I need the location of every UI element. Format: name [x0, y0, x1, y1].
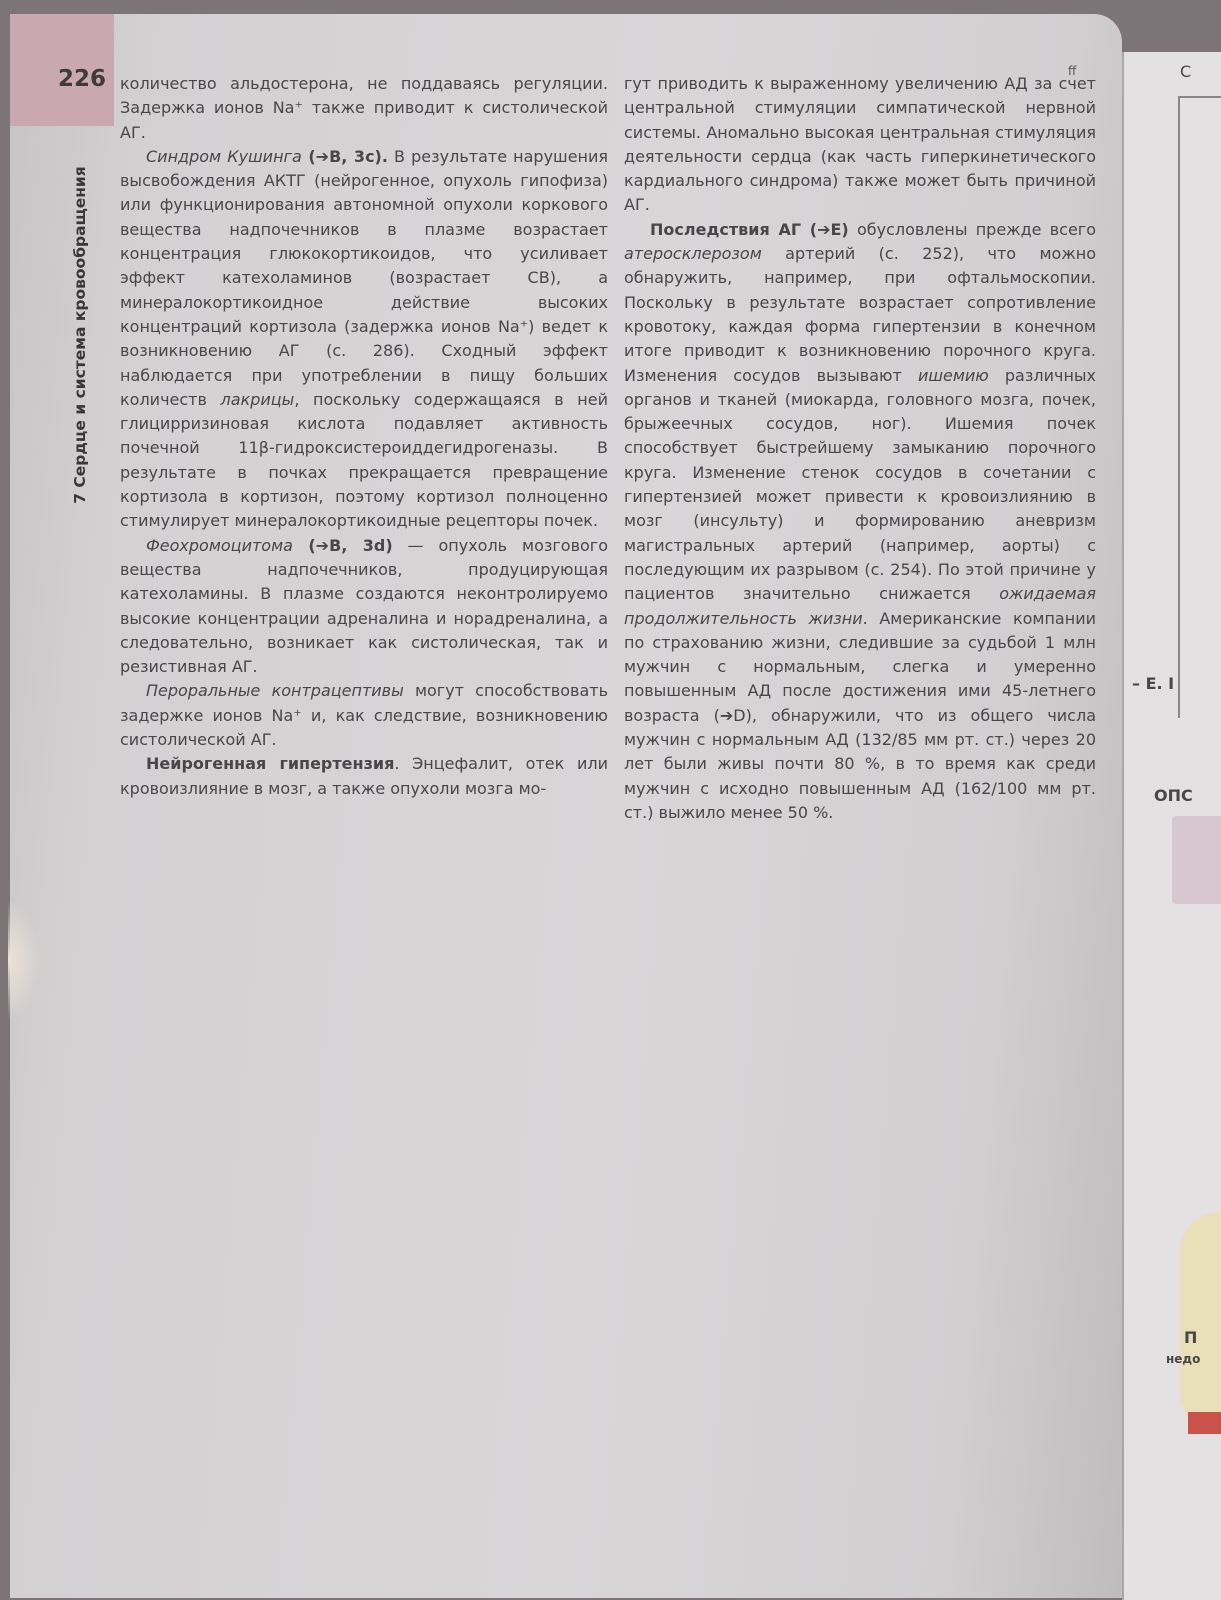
finger-glare	[8, 900, 42, 1020]
figure-box-label: ОПС	[1154, 786, 1193, 805]
term-life-expectancy: ожидаемая продолжительность жизни	[624, 584, 1096, 628]
figure-bottom-label: недо	[1166, 1352, 1201, 1366]
page-number: 226	[58, 66, 107, 92]
paragraph-text: В результате нарушения высвобождения АКТГ (нейрогенное, опухоль гипофиза) или функционирования автономной опухоли коркового вещества надпочечников в плазме возрастает концентрация глюкокортикоидов, что усиливает эффект катехоламинов (возрастает СВ), а минералокортикоидное действие высоких концентраций кортизола (задержка ионов Na⁺) ведет к возникновению АГ (с. 286). Сходный эффект наблюдается при употреблении в пищу больших количеств	[120, 146, 609, 409]
paragraph-text: могут способствовать задержке ионов Na⁺ и, как следствие, возникновению систолической АГ.	[120, 681, 609, 750]
term-licorice: лакрицы	[220, 389, 295, 409]
paragraph-text: . Энцефалит, отек или кровоизлияние в мозг, а также опухоли мозга мо-	[120, 754, 608, 798]
paragraph-cushing	[120, 145, 608, 534]
figure-ref: (➔B, 3c).	[301, 146, 388, 166]
corner-mark: ff	[1068, 64, 1077, 78]
left-text-column	[120, 72, 608, 801]
figure-label-c: С	[1180, 62, 1192, 81]
figure-illustration	[1180, 1212, 1221, 1432]
figure-ref: (➔E)	[801, 219, 849, 239]
figure-red-band	[1188, 1412, 1221, 1434]
paragraph-text: , поскольку содержащаяся в ней глицирризиновая кислота подавляет активность почечной 11β-гидроксистероиддегидрогеназы. В результате в почках прекращается превращение кортизола в кортизон, поэтому кортизол полноценно стимулирует минералокортикоидные рецепторы почек.	[120, 389, 609, 531]
figure-letter: П	[1184, 1328, 1198, 1347]
paragraph-text: различных органов и тканей (миокарда, головного мозга, почек, брыжеечных сосудов, ног). Ишемия почек способствует быстрейшему замыканию порочного круга. Изменение стенок сосудов в сочетании с гипертензией может привести к кровоизлиянию в мозг (инсульту) и формированию аневризм магистральных артерий (например, аорты) с последующим их разрывом (с. 254). По этой причине у пациентов значительно снижается	[624, 365, 1097, 604]
paragraph-pheochromocytoma	[120, 534, 608, 680]
paragraph-neurogenic	[120, 752, 608, 801]
term-ischemia: ишемию	[917, 365, 989, 385]
term-neurogenic: Нейрогенная гипертензия	[146, 754, 395, 774]
paragraph-text: количество альдостерона, не поддаваясь регуляции. Задержка ионов Na⁺ также приводит к систолической АГ.	[120, 74, 608, 142]
adjacent-page	[1122, 52, 1221, 1600]
chapter-running-head: 7 Сердце и система кровообращения	[71, 166, 89, 504]
paragraph-text: — опухоль мозгового вещества надпочечников, продуцирующая катехоламины. В плазме создаются неконтролируемо высокие концентрации адреналина и норадреналина, а следовательно, возникает как систолическая, так и резистивная АГ.	[120, 535, 608, 677]
paragraph-text: гут приводить к выраженному увеличению АД за счет центральной стимуляции симпатической нервной системы. Аномально высокая центральная стимуляция деятельности сердца (как часть гиперкинетического кардиального синдрома) также может быть причиной АГ.	[624, 74, 1096, 215]
paragraph-text: обусловлены прежде всего	[848, 219, 1097, 239]
term-consequences: Последствия АГ	[650, 219, 802, 239]
term-pheochromocytoma: Феохромоцитома	[146, 535, 293, 555]
paragraph	[624, 72, 1096, 218]
term-contraceptives: Пероральные контрацептивы	[146, 681, 404, 701]
paragraph	[120, 72, 608, 145]
right-text-column	[624, 72, 1096, 825]
figure-frame	[1178, 96, 1221, 718]
paragraph-consequences	[624, 218, 1096, 825]
paragraph-text: . Американские компании по страхованию жизни, следившие за судьбой 1 млн мужчин с нормальным, слегка и умеренно повышенным АД после достижения ими 45-летнего возраста (➔D), обнаружили, что из общего числа мужчин с нормальным АД (132/85 мм рт. ст.) через 20 лет были живы почти 80 %, в то время как среди мужчин с исходно повышенным АД (162/100 мм рт. ст.) выжило менее 50 %.	[624, 608, 1096, 822]
paragraph-text: артерий (с. 252), что можно обнаружить, например, при офтальмоскопии. Поскольку в результате возрастает сопротивление кровотоку, каждая форма гипертензии в конечном итоге приводит к возникновению порочного круга. Изменения сосудов вызывают	[624, 244, 1096, 385]
term-cushing: Синдром Кушинга	[146, 146, 302, 166]
figure-ref: (➔B, 3d)	[292, 535, 393, 555]
figure-box	[1172, 816, 1221, 904]
paragraph-contraceptives	[120, 679, 608, 752]
term-atherosclerosis: атеросклерозом	[624, 244, 762, 264]
figure-label-e: – E. I	[1132, 674, 1175, 693]
